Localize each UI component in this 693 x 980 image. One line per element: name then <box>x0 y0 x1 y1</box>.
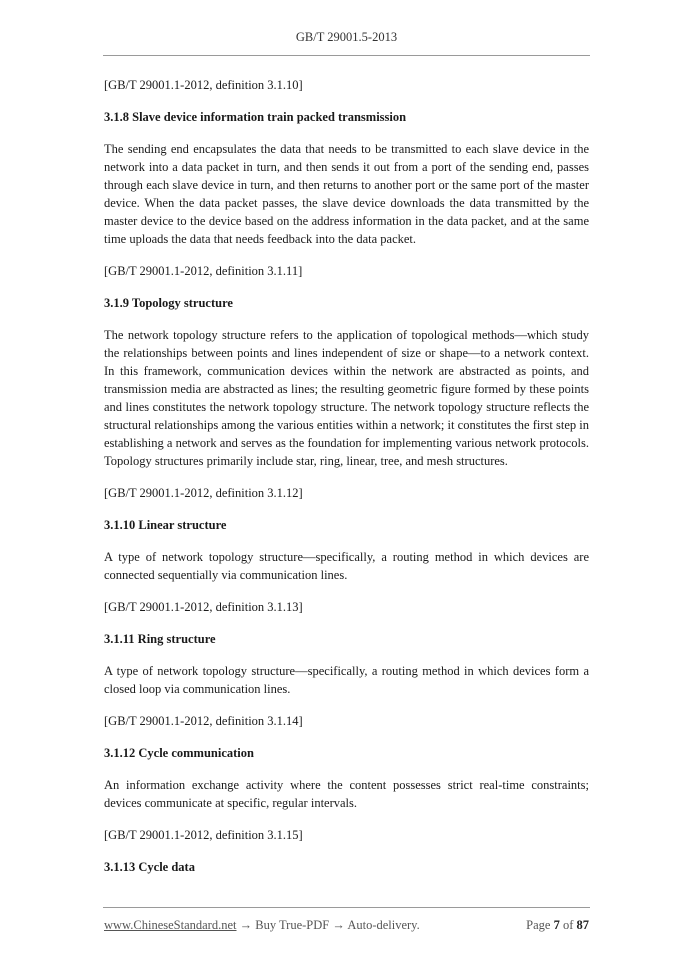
paragraph-3-1-12: An information exchange activity where the content possesses strict real-time constraints; devices communicate at specific, regular intervals. <box>104 778 589 810</box>
reference-citation: [GB/T 29001.1-2012, definition 3.1.13] <box>104 600 303 614</box>
footer-promo <box>104 918 420 933</box>
page-current: 7 <box>553 918 560 932</box>
reference-citation: [GB/T 29001.1-2012, definition 3.1.12] <box>104 486 303 500</box>
reference-citation: [GB/T 29001.1-2012, definition 3.1.15] <box>104 828 303 842</box>
paragraph-3-1-10: A type of network topology structure—specifically, a routing method in which devices are connected sequentially via communication lines. <box>104 550 589 582</box>
paragraph-3-1-11: A type of network topology structure—specifically, a routing method in which devices form a closed loop via communication lines. <box>104 664 589 696</box>
page-footer <box>104 918 589 933</box>
reference-citation: [GB/T 29001.1-2012, definition 3.1.10] <box>104 78 303 92</box>
section-heading-3-1-8: 3.1.8 Slave device information train packed transmission <box>104 110 407 124</box>
paragraph-3-1-8: The sending end encapsulates the data that needs to be transmitted to each slave device in the network into a data packet in turn, and then sends it out from a port of the sending end, passes through each slave device in turn, and then returns to another port or the same port of the master device. When the data packet passes, the slave device downloads the data transmitted by the master device to the device based on the address information in the data packet, and at the same time uploads the data that needs feedback into the data packet. <box>104 142 589 246</box>
section-heading-3-1-10: 3.1.10 Linear structure <box>104 518 227 532</box>
footer-divider <box>103 907 590 908</box>
arrow-right-icon: → <box>332 918 345 932</box>
page-label: Page <box>526 918 551 932</box>
document-body <box>104 76 589 890</box>
page-of-label: of <box>562 918 574 932</box>
reference-citation: [GB/T 29001.1-2012, definition 3.1.14] <box>104 714 303 728</box>
section-heading-3-1-13: 3.1.13 Cycle data <box>104 860 195 874</box>
section-heading-3-1-11: 3.1.11 Ring structure <box>104 632 216 646</box>
arrow-right-icon: → <box>239 918 253 932</box>
reference-citation: [GB/T 29001.1-2012, definition 3.1.11] <box>104 264 303 278</box>
page-total: 87 <box>576 918 589 932</box>
header-divider <box>103 55 590 56</box>
paragraph-3-1-9: The network topology structure refers to the application of topological methods—which study the relationships between points and lines independent of size or shape—to a network context. In this framework, communication devices within the network are abstracted as points, and transmission media are abstracted as lines; the resulting geometric figure formed by these points and lines constitutes the network topology structure. The network topology structure reflects the structural relationships among the various entities within a network; it constitutes the first step in establishing a network and serves as the foundation for implementing various network protocols. Topology structures primarily include star, ring, linear, tree, and mesh structures. <box>104 328 589 468</box>
section-heading-3-1-9: 3.1.9 Topology structure <box>104 296 233 310</box>
page-number <box>526 918 589 933</box>
auto-delivery-text: Auto-delivery. <box>347 918 420 932</box>
buy-pdf-text: Buy True-PDF <box>255 918 330 932</box>
section-heading-3-1-12: 3.1.12 Cycle communication <box>104 746 254 760</box>
site-link[interactable]: www.ChineseStandard.net <box>104 918 237 932</box>
document-header-title: GB/T 29001.5-2013 <box>295 30 398 44</box>
